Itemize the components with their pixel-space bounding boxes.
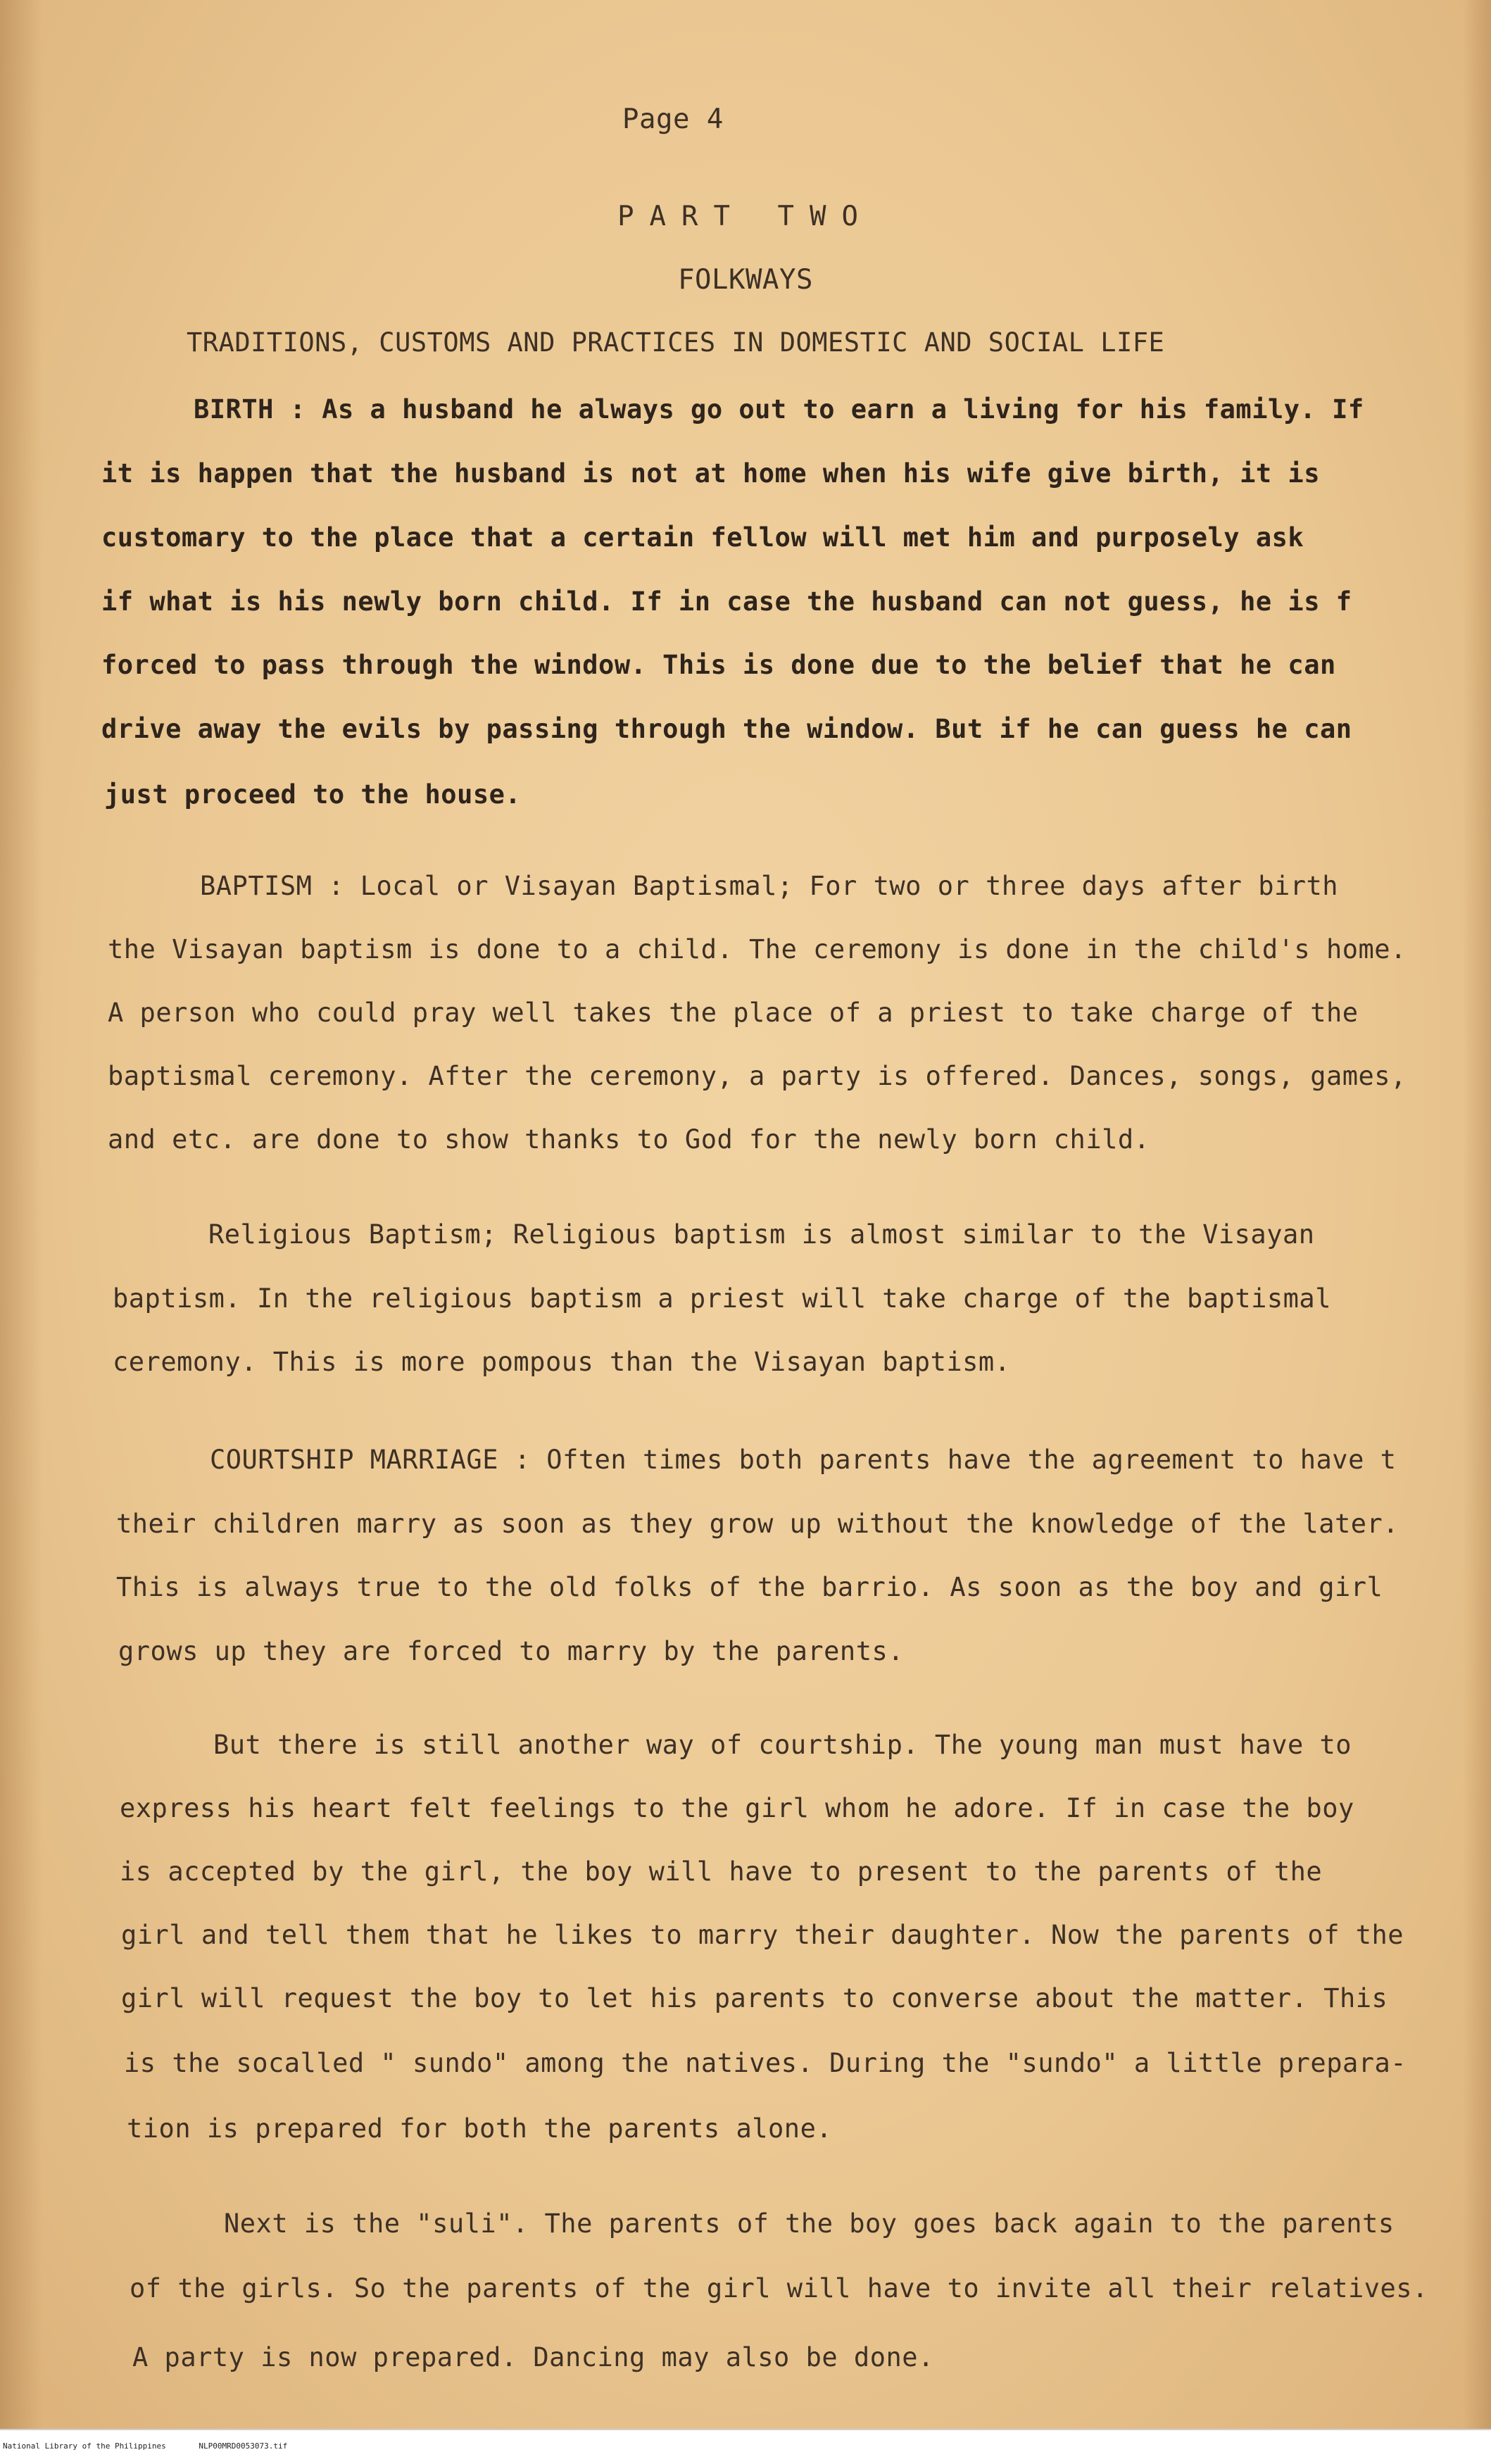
text-line: grows up they are forced to marry by the parents. <box>118 1636 905 1666</box>
part-title: PART TWO <box>617 201 874 232</box>
text-line: COURTSHIP MARRIAGE : Often times both parents have the agreement to have t <box>210 1445 1397 1475</box>
text-line: tion is prepared for both the parents alone. <box>127 2113 833 2144</box>
text-line: drive away the evils by passing through the window. But if he can guess he can <box>101 714 1352 744</box>
subtitle: TRADITIONS, CUSTOMS AND PRACTICES IN DOMESTIC AND SOCIAL LIFE <box>187 327 1165 358</box>
text-line: girl will request the boy to let his parents to converse about the matter. This <box>121 1983 1388 2013</box>
text-line: just proceed to the house. <box>104 779 522 810</box>
text-line: if what is his newly born child. If in case the husband can not guess, he is f <box>101 586 1352 617</box>
text-line: baptism. In the religious baptism a priest will take charge of the baptismal <box>113 1283 1331 1314</box>
section-title: FOLKWAYS <box>678 264 813 296</box>
text-line: BAPTISM : Local or Visayan Baptismal; For two or three days after birth <box>200 871 1339 901</box>
text-line: Next is the "suli". The parents of the boy goes back again to the parents <box>224 2208 1395 2239</box>
footer-file: NLP00MRD0053073.tif <box>199 2441 288 2451</box>
page-number: Page 4 <box>622 103 724 135</box>
text-line: of the girls. So the parents of the girl will have to invite all their relatives. <box>130 2273 1428 2303</box>
text-line: customary to the place that a certain fellow will met him and purposely ask <box>101 522 1304 553</box>
text-line: BIRTH : As a husband he always go out to earn a living for his family. If <box>194 394 1364 425</box>
text-line: Religious Baptism; Religious baptism is almost similar to the Visayan <box>208 1219 1315 1250</box>
text-line: ceremony. This is more pompous than the Visayan baptism. <box>113 1347 1011 1377</box>
text-line: the Visayan baptism is done to a child. The ceremony is done in the child's home. <box>108 934 1407 964</box>
text-line: girl and tell them that he likes to marry their daughter. Now the parents of the <box>121 1920 1404 1950</box>
footer-library: National Library of the Philippines <box>3 2441 166 2451</box>
text-line: baptismal ceremony. After the ceremony, a party is offered. Dances, songs, games, <box>108 1061 1407 1091</box>
text-line: forced to pass through the window. This is done due to the belief that he can <box>101 650 1336 680</box>
text-line: express his heart felt feelings to the girl whom he adore. If in case the boy <box>120 1793 1354 1823</box>
text-line: it is happen that the husband is not at home when his wife give birth, it is <box>101 458 1320 489</box>
text-line: A party is now prepared. Dancing may also be done. <box>132 2342 934 2372</box>
scan-footer <box>0 2429 1491 2464</box>
text-line: But there is still another way of courtship. The young man must have to <box>213 1730 1352 1760</box>
text-line: This is always true to the old folks of the barrio. As soon as the boy and girl <box>116 1572 1383 1602</box>
text-line: and etc. are done to show thanks to God for the newly born child. <box>108 1124 1150 1155</box>
text-line: their children marry as soon as they grow up without the knowledge of the later. <box>116 1509 1399 1539</box>
text-line: is the socalled " sundo" among the natives. During the "sundo" a little prepara- <box>124 2048 1407 2078</box>
text-line: is accepted by the girl, the boy will have to present to the parents of the <box>120 1856 1323 1887</box>
text-line: A person who could pray well takes the place of a priest to take charge of the <box>108 998 1359 1028</box>
